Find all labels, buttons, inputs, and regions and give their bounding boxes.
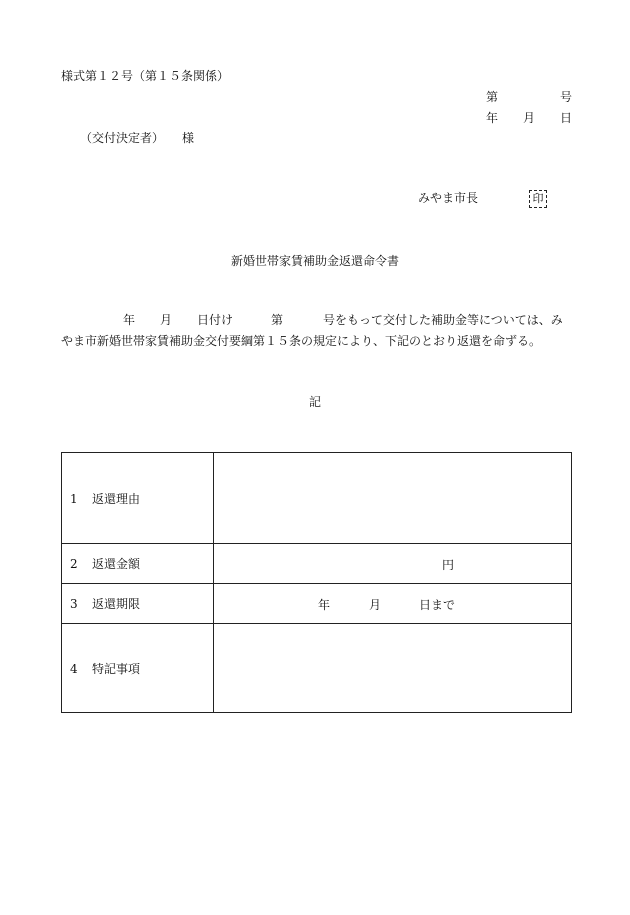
addressee-honorific: 様: [182, 131, 195, 145]
date-day: 日: [560, 111, 573, 125]
ki-heading: 記: [308, 395, 321, 409]
return-details-table: [61, 452, 572, 713]
body-no-prefix: 第: [271, 313, 284, 327]
amount-unit: 円: [442, 558, 455, 572]
return-deadline-cell[interactable]: [214, 584, 572, 624]
body-line1-rest: 号をもって交付した補助金等については、み: [323, 313, 563, 327]
row-label: 4 特記事項: [62, 624, 214, 713]
return-reason-cell[interactable]: [214, 453, 572, 544]
row-label: 2 返還金額: [62, 544, 214, 584]
addressee: [80, 130, 194, 146]
body-dated: 日付け: [197, 313, 234, 327]
doc-number-suffix: 号: [560, 90, 573, 104]
table-row: [62, 544, 572, 584]
seal-stamp: 印: [529, 190, 547, 208]
addressee-label: （交付決定者）: [80, 131, 165, 145]
return-amount-cell[interactable]: [214, 544, 572, 584]
doc-number-prefix: 第: [486, 90, 499, 104]
document-title: 新婚世帯家賃補助金返還命令書: [230, 254, 399, 268]
deadline-year: 年: [318, 598, 331, 612]
date-month: 月: [523, 111, 536, 125]
deadline-month: 月: [369, 598, 382, 612]
table-row: [62, 584, 572, 624]
issuer: みやま市長: [418, 191, 479, 205]
body-text-line1: [61, 312, 573, 328]
date-year: 年: [486, 111, 499, 125]
row-label: 1 返還理由: [62, 453, 214, 544]
table-row: [62, 453, 572, 544]
form-number: 様式第１２号（第１５条関係）: [61, 69, 230, 83]
deadline-day: 日まで: [419, 598, 456, 612]
row-label: 3 返還期限: [62, 584, 214, 624]
table-row: [62, 624, 572, 713]
body-year: 年: [123, 313, 136, 327]
special-notes-cell[interactable]: [214, 624, 572, 713]
body-text-line2: やま市新婚世帯家賃補助金交付要綱第１５条の規定により、下記のとおり返還を命ずる。: [61, 334, 542, 348]
body-month: 月: [160, 313, 173, 327]
